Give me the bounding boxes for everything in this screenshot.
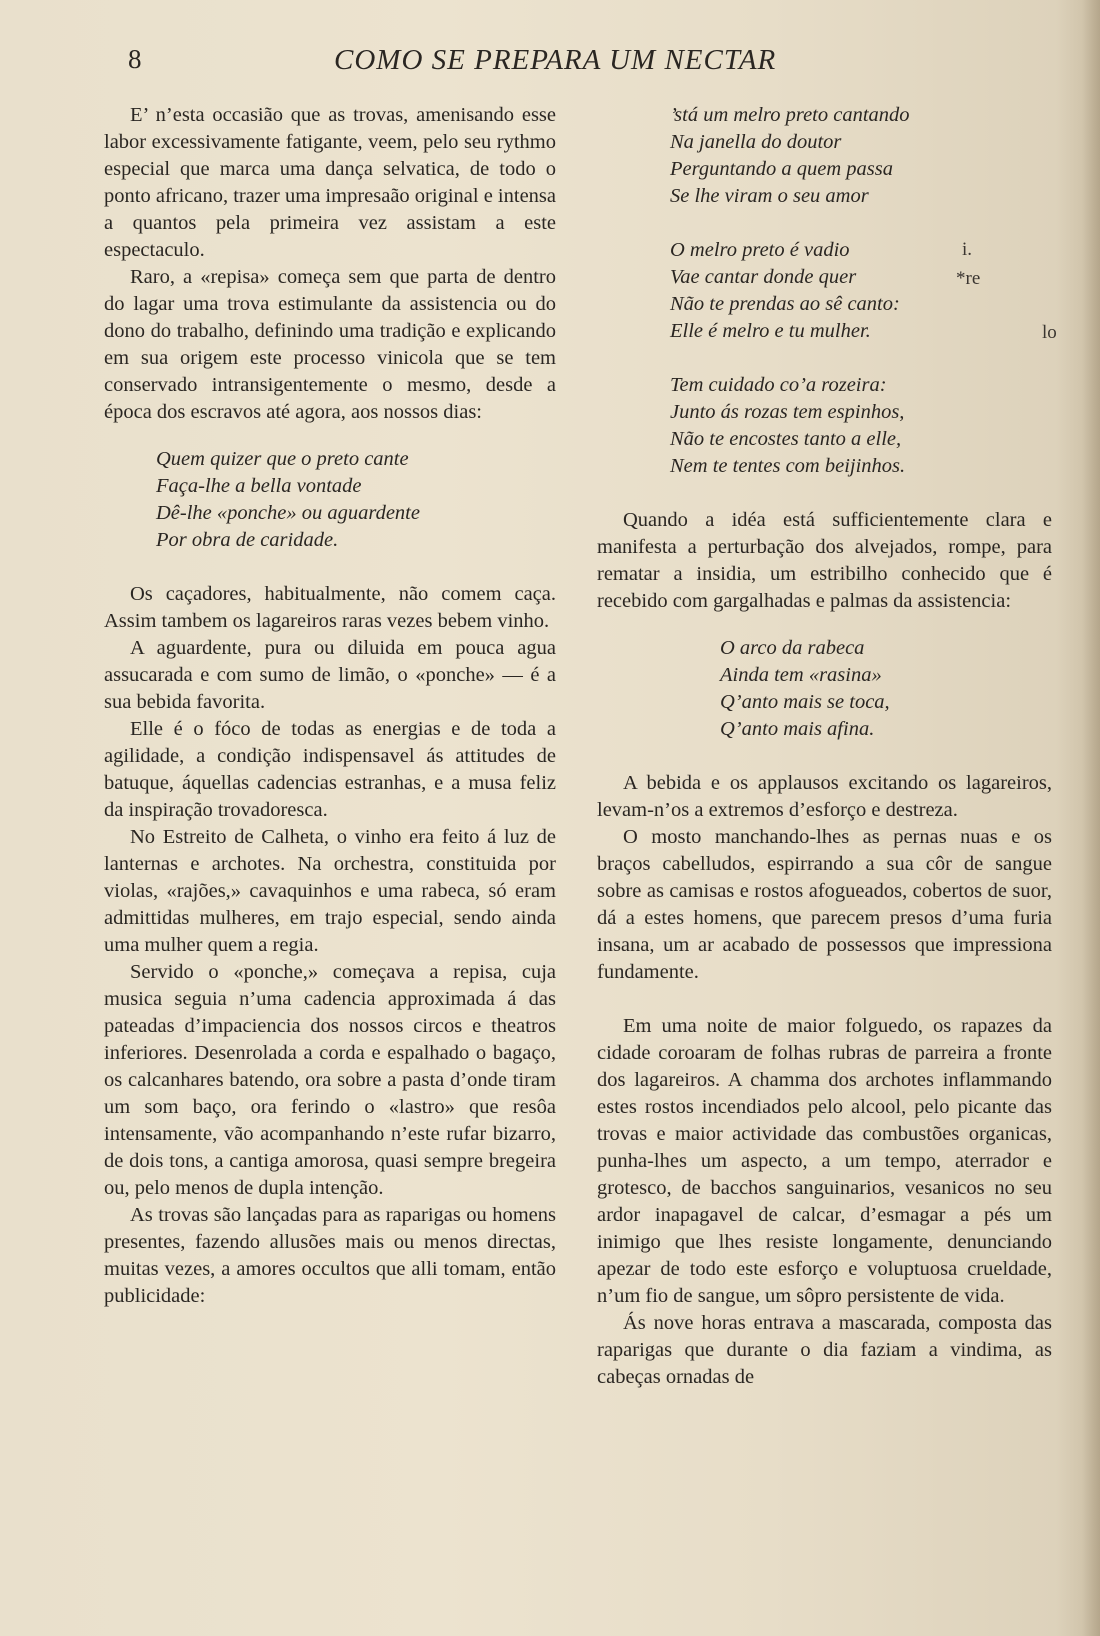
verse-line: Por obra de caridade. bbox=[156, 529, 339, 551]
running-title: COMO SE PREPARA UM NECTAR bbox=[334, 44, 777, 76]
paragraph: A aguardente, pura ou diluida em pouca agua assucarada e com sumo de limão, o «ponche» — é a sua bebida favorita. bbox=[104, 637, 556, 713]
margin-fragment: i. bbox=[962, 239, 973, 260]
verse-line: Nem te tentes com beijinhos. bbox=[670, 455, 906, 477]
paragraph: Servido o «ponche,» começava a repisa, cuja musica seguia n’uma cadencia approximada á das pateadas d’impaciencia dos nossos circos e theatros inferiores. Desenrolada a corda e espalhado o bagaço, os calcanhares batendo, ora sobre a pasta d’onde tiram um som baço, ora ferindo o «lastro» que resôa intensamente, vão acompanhando n’este rufar bizarro, de dois tons, a cantiga amorosa, quasi sempre bregeira ou, pelo menos de dupla intenção. bbox=[104, 961, 556, 1199]
verse-line: Junto ás rozas tem espinhos, bbox=[670, 401, 905, 423]
right-column bbox=[597, 102, 1052, 1391]
verse-line: Ainda tem «rasina» bbox=[720, 664, 882, 686]
verse-stanza bbox=[156, 446, 556, 554]
verse-line: Q’anto mais se toca, bbox=[720, 691, 890, 713]
page-edge-shadow bbox=[1082, 0, 1100, 1636]
verse-stanza bbox=[670, 237, 1052, 345]
verse-line: Vae cantar donde quer bbox=[670, 266, 857, 288]
paragraph: Raro, a «repisa» começa sem que parta de dentro do lagar uma trova estimulante da assistencia ou do dono do trabalho, definindo uma tradição e explicando em sua origem este processo vinicola que se tem conservado intransigentemente o mesmo, desde a época dos escravos até agora, aos nossos dias: bbox=[104, 266, 556, 423]
paragraph: A bebida e os applausos excitando os lagareiros, levam-n’os a extremos d’esforço e destreza. bbox=[597, 772, 1052, 821]
verse-line: ’stá um melro preto cantando bbox=[670, 104, 910, 126]
verse-line: Não te prendas ao sê canto: bbox=[670, 293, 900, 315]
verse-line: Elle é melro e tu mulher. bbox=[670, 320, 871, 342]
paragraph: Os caçadores, habitualmente, não comem caça. Assim tambem os lagareiros raras vezes bebem vinho. bbox=[104, 583, 556, 632]
verse-line: Tem cuidado co’a rozeira: bbox=[670, 374, 887, 396]
verse-stanza bbox=[670, 372, 1052, 480]
paragraph: Em uma noite de maior folguedo, os rapazes da cidade coroaram de folhas rubras de parreira a fronte dos lagareiros. A chamma dos archotes inflammando estes rostos incendiados pelo alcool, pelo picante das trovas e maior actividade das combustões organicas, punha-lhes um aspecto, a um tempo, aterrador e grotesco, de bacchos sanguinarios, vesanicos no seu ardor inapagavel de calcar, d’esmagar a pés um inimigo que lhes resiste longamente, denunciando apezar de todo este esforço e voluptuosa crueldade, n’um fio de sangue, um sôpro persistente de vida. bbox=[597, 1015, 1052, 1307]
margin-fragment: *re bbox=[956, 268, 981, 289]
verse-line: Q’anto mais afina. bbox=[720, 718, 875, 740]
paragraph: Quando a idéa está sufficientemente clara e manifesta a perturbação dos alvejados, rompe, para rematar a insidia, um estribilho conhecido que é recebido com gargalhadas e palmas da assistencia: bbox=[597, 509, 1052, 612]
verse-line: Na janella do doutor bbox=[670, 131, 842, 153]
verse-line: Quem quizer que o preto cante bbox=[156, 448, 409, 470]
verse-line: Faça-lhe a bella vontade bbox=[156, 475, 362, 497]
verse-stanza bbox=[720, 635, 1052, 743]
page-number: 8 bbox=[128, 44, 142, 74]
verse-line: Se lhe viram o seu amor bbox=[670, 185, 869, 207]
margin-fragment: lo bbox=[1042, 322, 1057, 343]
verse-line: O melro preto é vadio bbox=[670, 239, 850, 261]
paragraph: Elle é o fóco de todas as energias e de toda a agilidade, a condição indispensavel ás attitudes de batuque, áquellas cadencias estranhas, e a musa feliz da inspiração trovadoresca. bbox=[104, 718, 556, 821]
verse-line: O arco da rabeca bbox=[720, 637, 865, 659]
paragraph: E’ n’esta occasião que as trovas, amenisando esse labor excessivamente fatigante, veem, pelo seu rythmo especial que marca uma dança selvatica, de todo o ponto africano, trazer uma impresaão original e intensa a quantos pela primeira vez assistam a este espectaculo. bbox=[104, 104, 556, 261]
verse-line: Dê-lhe «ponche» ou aguardente bbox=[156, 502, 420, 524]
verse-stanza bbox=[670, 102, 1052, 210]
paragraph: As trovas são lançadas para as raparigas ou homens presentes, fazendo allusões mais ou menos directas, muitas vezes, a amores occultos que alli tomam, então publicidade: bbox=[104, 1204, 556, 1307]
left-column bbox=[104, 102, 556, 1310]
paragraph: Ás nove horas entrava a mascarada, composta das raparigas que durante o dia faziam a vindima, as cabeças ornadas de bbox=[597, 1312, 1052, 1388]
verse-line: Perguntando a quem passa bbox=[670, 158, 894, 180]
paragraph: O mosto manchando-lhes as pernas nuas e os braços cabelludos, espirrando a sua côr de sangue sobre as camisas e rostos afogueados, cobertos de suor, dá a estes homens, que parecem presos d’uma furia insana, um ar acabado de possessos que impressiona fundamente. bbox=[597, 826, 1052, 983]
paragraph: No Estreito de Calheta, o vinho era feito á luz de lanternas e archotes. Na orchestra, constituida por violas, «rajões,» cavaquinhos e uma rabeca, só eram admittidas mulheres, em trajo especial, sendo ainda uma mulher quem a regia. bbox=[104, 826, 556, 956]
verse-line: Não te encostes tanto a elle, bbox=[670, 428, 902, 450]
